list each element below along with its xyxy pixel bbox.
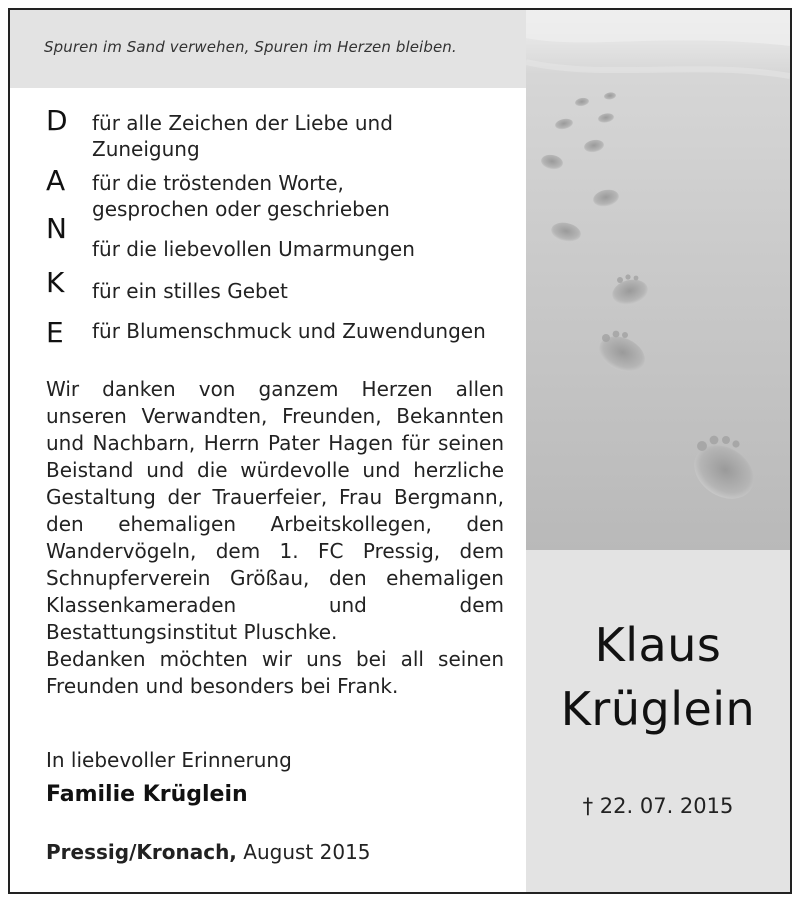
- danke-letter: A: [46, 164, 66, 197]
- danke-letter: K: [46, 266, 65, 299]
- deceased-last-name: Krüglein: [560, 682, 756, 736]
- death-date: † 22. 07. 2015: [582, 794, 734, 818]
- deceased-first-name: Klaus: [594, 618, 722, 672]
- footprints-image: [526, 10, 790, 550]
- danke-text: für die liebevollen Umarmungen: [92, 237, 415, 261]
- danke-text: für ein stilles Gebet: [92, 279, 288, 303]
- danke-letter: E: [46, 316, 64, 349]
- motto-banner: [10, 10, 526, 88]
- family-signature: Familie Krüglein: [46, 782, 248, 807]
- footprints-photo: [526, 10, 790, 550]
- danke-text: für alle Zeichen der Liebe und Zuneigung: [92, 111, 393, 161]
- obituary-card: [8, 8, 792, 894]
- motto-text: Spuren im Sand verwehen, Spuren im Herzen bleiben.: [44, 38, 457, 56]
- danke-text: für die tröstenden Worte, gesprochen oder geschrieben: [92, 171, 390, 221]
- place-location: Pressig/Kronach,: [46, 840, 237, 864]
- danke-letter: N: [46, 212, 67, 245]
- deceased-panel: [526, 550, 790, 892]
- danke-letter: D: [46, 104, 68, 137]
- closing-line: In liebevoller Erinnerung: [46, 748, 292, 772]
- thank-you-text: [46, 376, 504, 700]
- place-date: [46, 840, 371, 864]
- place-month: August 2015: [243, 840, 371, 864]
- thank-you-paragraph: Wir danken von ganzem Herzen allen unseren Verwandten, Freunden, Bekannten und Nachbarn, Herrn Pater Hagen für seinen Beistand und die würdevolle und herzliche Gestaltung der Trauerfeier, Frau Bergmann, den ehemaligen Arbeitskollegen, den Wandervögeln, dem 1. FC Pressig, dem Schnupferverein Größau, den ehemaligen Klassenkameraden und dem Bestattungsinstitut Pluschke.: [46, 377, 504, 644]
- thank-you-paragraph: Bedanken möchten wir uns bei all seinen Freunden und besonders bei Frank.: [46, 647, 504, 698]
- danke-text: für Blumenschmuck und Zuwendungen: [92, 319, 486, 343]
